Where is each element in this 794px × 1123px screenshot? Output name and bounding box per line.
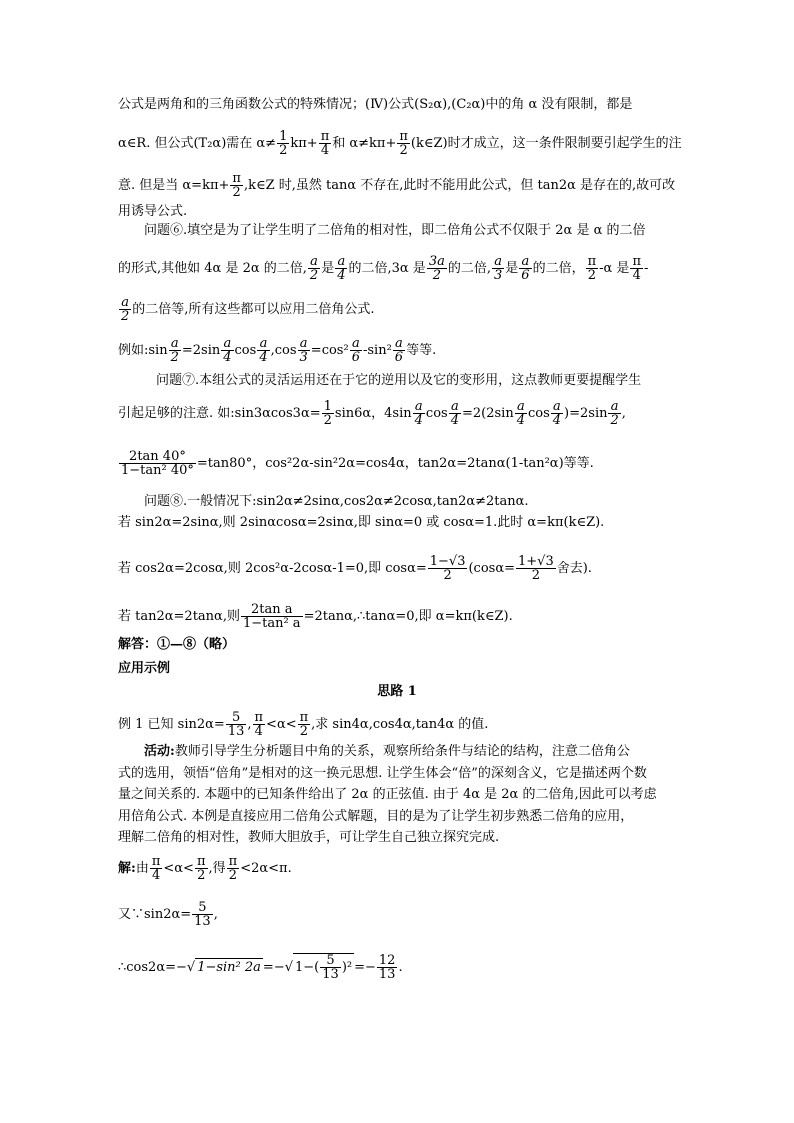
fraction: $\frac{a}{4}$ — [450, 399, 459, 428]
fraction: $\frac{a}{6}$ — [521, 254, 530, 283]
fraction: $\frac{\pi}{2}$ — [232, 171, 241, 200]
fraction: $\frac{1+√3}{2}$ — [518, 554, 554, 583]
text-line: 的形式,其他如 4α 是 2α 的二倍, $\frac{a}{2}$ 是 $\frac{a}{4}$ 的二倍,3α 是 $\frac{3a}{2}$ 的二倍, $\frac{a}{3}$ 是 $\frac{a}{6}$ 的二倍， $\frac{\pi}{2}$ -α 是 $\frac{\pi}{4}$ - — [118, 254, 649, 283]
text-line: 若 tan2α=2tanα,则 $\frac{\text{2tan a}}{\text{1−tan² a}}$ =2tanα,∴tanα=0,即 α=kπ(k∈Z). — [118, 602, 513, 631]
subsection-heading: 思路 1 — [377, 684, 417, 699]
fraction: $\frac{a}{2}$ — [610, 399, 619, 428]
text-line: 例如:sin $\frac{a}{2}$ =2sin $\frac{a}{4}$ cos $\frac{a}{4}$ ,cos $\frac{a}{3}$ =cos² $\frac{a}{6}$ -sin² $\frac{a}{6}$ 等等. — [118, 336, 437, 365]
fraction: $\frac{a}{3}$ — [493, 254, 503, 283]
fraction: $\frac{a}{4}$ — [552, 399, 562, 428]
text-line: 公式是两角和的三角函数公式的特殊情况；(Ⅳ)公式(S₂α),(C₂α)中的角 α 没有限制，都是 — [118, 97, 633, 112]
fraction: $\frac{5}{13}$ — [322, 953, 339, 982]
fraction: $\frac{1}{2}$ — [323, 399, 332, 428]
text-line: $\frac{2\tan 40^\circ}{\text{1−tan² 40°}}$ =tan80°，cos²2α-sin²2α=cos4α，tan2α=2tanα(1-tan²α)等等. — [121, 449, 594, 478]
fraction: $\frac{\pi}{2}$ — [587, 254, 597, 283]
fraction: $\frac{a}{4}$ — [337, 254, 346, 283]
text-line: 活动:教师引导学生分析题目中角的关系，观察所给条件与结论的结构，注意二倍角公 — [144, 744, 630, 759]
text-line: 引起足够的注意. 如:sin3αcos3α= $\frac{1}{2}$ sin6α，4sin $\frac{a}{4}$ cos $\frac{a}{4}$ =2(2sin $\frac{a}{4}$ cos $\frac{a}{4}$ )=2sin $\frac{a}{2}$ , — [118, 399, 626, 428]
answer-line: 解答：①—⑧（略） — [118, 637, 236, 652]
fraction: $\frac{\pi}{4}$ — [632, 254, 641, 283]
text-line: ∴cos2α=−√ 1−sin² 2a =−√ 1−( $\frac{5}{13}$ )² =− $\frac{12}{13}$ . — [118, 953, 403, 982]
text-line: 例 1 已知 sin2α= $\frac{5}{13}$ , $\frac{\pi}{4}$ <α< $\frac{\pi}{2}$ ,求 sin4α,cos4α,tan4α 的值. — [118, 710, 489, 739]
text-line: 若 cos2α=2cosα,则 2cos²α-2cosα-1=0,即 cosα= $\frac{1-√3}{2}$ (cosα= $\frac{1+√3}{2}$ 舍去). — [118, 554, 592, 583]
fraction: $\frac{a}{4}$ — [414, 399, 423, 428]
fraction: $\frac{a}{3}$ — [299, 336, 308, 365]
text-line: 又∵sin2α= $\frac{5}{13}$ , — [118, 900, 218, 929]
text-line: 若 sin2α=2sinα,则 2sinαcosα=2sinα,即 sinα=0 或 cosα=1.此时 α=kπ(k∈Z). — [118, 515, 605, 530]
text-line: 意. 但是当 α=kπ+ $\frac{\pi}{2}$ ,k∈Z 时,虽然 tanα 不存在,此时不能用此公式，但 tan2α 是存在的,故可改 — [118, 171, 676, 200]
text-line: 问题⑦.本组公式的灵活运用还在于它的逆用以及它的变形用，这点教师更要提醒学生 — [156, 373, 642, 388]
fraction: $\frac{12}{13}$ — [378, 953, 396, 982]
fraction: $\frac{a}{6}$ — [394, 336, 404, 365]
text-line: 用诱导公式. — [118, 204, 188, 219]
text-line: 式的选用，领悟“倍角”是相对的这一换元思想. 让学生体会“倍”的深刻含义，它是描述两个数 — [118, 766, 647, 781]
fraction: $\frac{\pi}{2}$ — [399, 129, 408, 158]
text-line: 解:由 $\frac{\pi}{4}$ <α< $\frac{\pi}{2}$ ,得 $\frac{\pi}{2}$ <2α<π. — [118, 854, 292, 883]
sqrt-sign: √ — [186, 960, 196, 975]
fraction: $\frac{3a}{2}$ — [428, 254, 445, 283]
fraction: $\frac{\pi}{4}$ — [151, 854, 161, 883]
fraction: $\frac{\pi}{4}$ — [320, 129, 330, 158]
text-line: 问题⑥.填空是为了让学生明了二倍角的相对性，即二倍角公式不仅限于 2α 是 α 的二倍 — [144, 223, 646, 238]
fraction: $\frac{\pi}{4}$ — [254, 710, 264, 739]
text-line: 问题⑧.一般情况下:sin2α≠2sinα,cos2α≠2cosα,tan2α≠2tanα. — [144, 494, 529, 509]
text-line: 量之间关系的. 本题中的已知条件给出了 2α 的正弦值. 由于 4α 是 2α 的二倍角,因此可以考虑 — [118, 787, 657, 802]
text-line: $\frac{a}{2}$ 的二倍等,所有这些都可以应用二倍角公式. — [121, 295, 375, 324]
fraction: $\frac{a}{2}$ — [170, 336, 179, 365]
fraction: $\frac{1-√3}{2}$ — [429, 554, 466, 583]
text-line: 理解二倍角的相对性，教师大胆放手，可让学生自己独立探究完成. — [118, 830, 500, 845]
fraction: $\frac{\pi}{2}$ — [228, 854, 238, 883]
fraction: $\frac{a}{4}$ — [259, 336, 268, 365]
text-line: 用倍角公式. 本例是直接应用二倍角公式解题，目的是为了让学生初步熟悉二倍角的应用， — [118, 809, 634, 824]
fraction: $\frac{a}{2}$ — [121, 295, 130, 324]
fraction: $\frac{5}{13}$ — [227, 710, 245, 739]
section-heading: 应用示例 — [118, 661, 171, 676]
sqrt-sign: √ — [284, 960, 294, 975]
fraction: $\frac{\text{2tan a}}{\text{1−tan² a}}$ — [242, 602, 301, 631]
fraction: $\frac{a}{4}$ — [516, 399, 525, 428]
fraction: $\frac{1}{2}$ — [279, 129, 288, 158]
radicand: 1−sin² 2a — [197, 960, 261, 975]
fraction: $\frac{a}{6}$ — [351, 336, 360, 365]
text-line: α∈R. 但公式(T₂α)需在 α≠ $\frac{1}{2}$ kπ+ $\frac{\pi}{4}$ 和 α≠kπ+ $\frac{\pi}{2}$ (k∈Z)时才成立，这一条件限制要引起学生的注 — [118, 129, 682, 158]
radicand: 1−( $\frac{5}{13}$ )² — [295, 953, 353, 982]
fraction: $\frac{2\tan 40^\circ}{\text{1−tan² 40°}}$ — [121, 449, 194, 478]
fraction: $\frac{a}{2}$ — [309, 254, 319, 283]
fraction: $\frac{a}{4}$ — [223, 336, 232, 365]
fraction: $\frac{5}{13}$ — [194, 900, 211, 929]
fraction: $\frac{\pi}{2}$ — [299, 710, 309, 739]
fraction: $\frac{\pi}{2}$ — [196, 854, 206, 883]
